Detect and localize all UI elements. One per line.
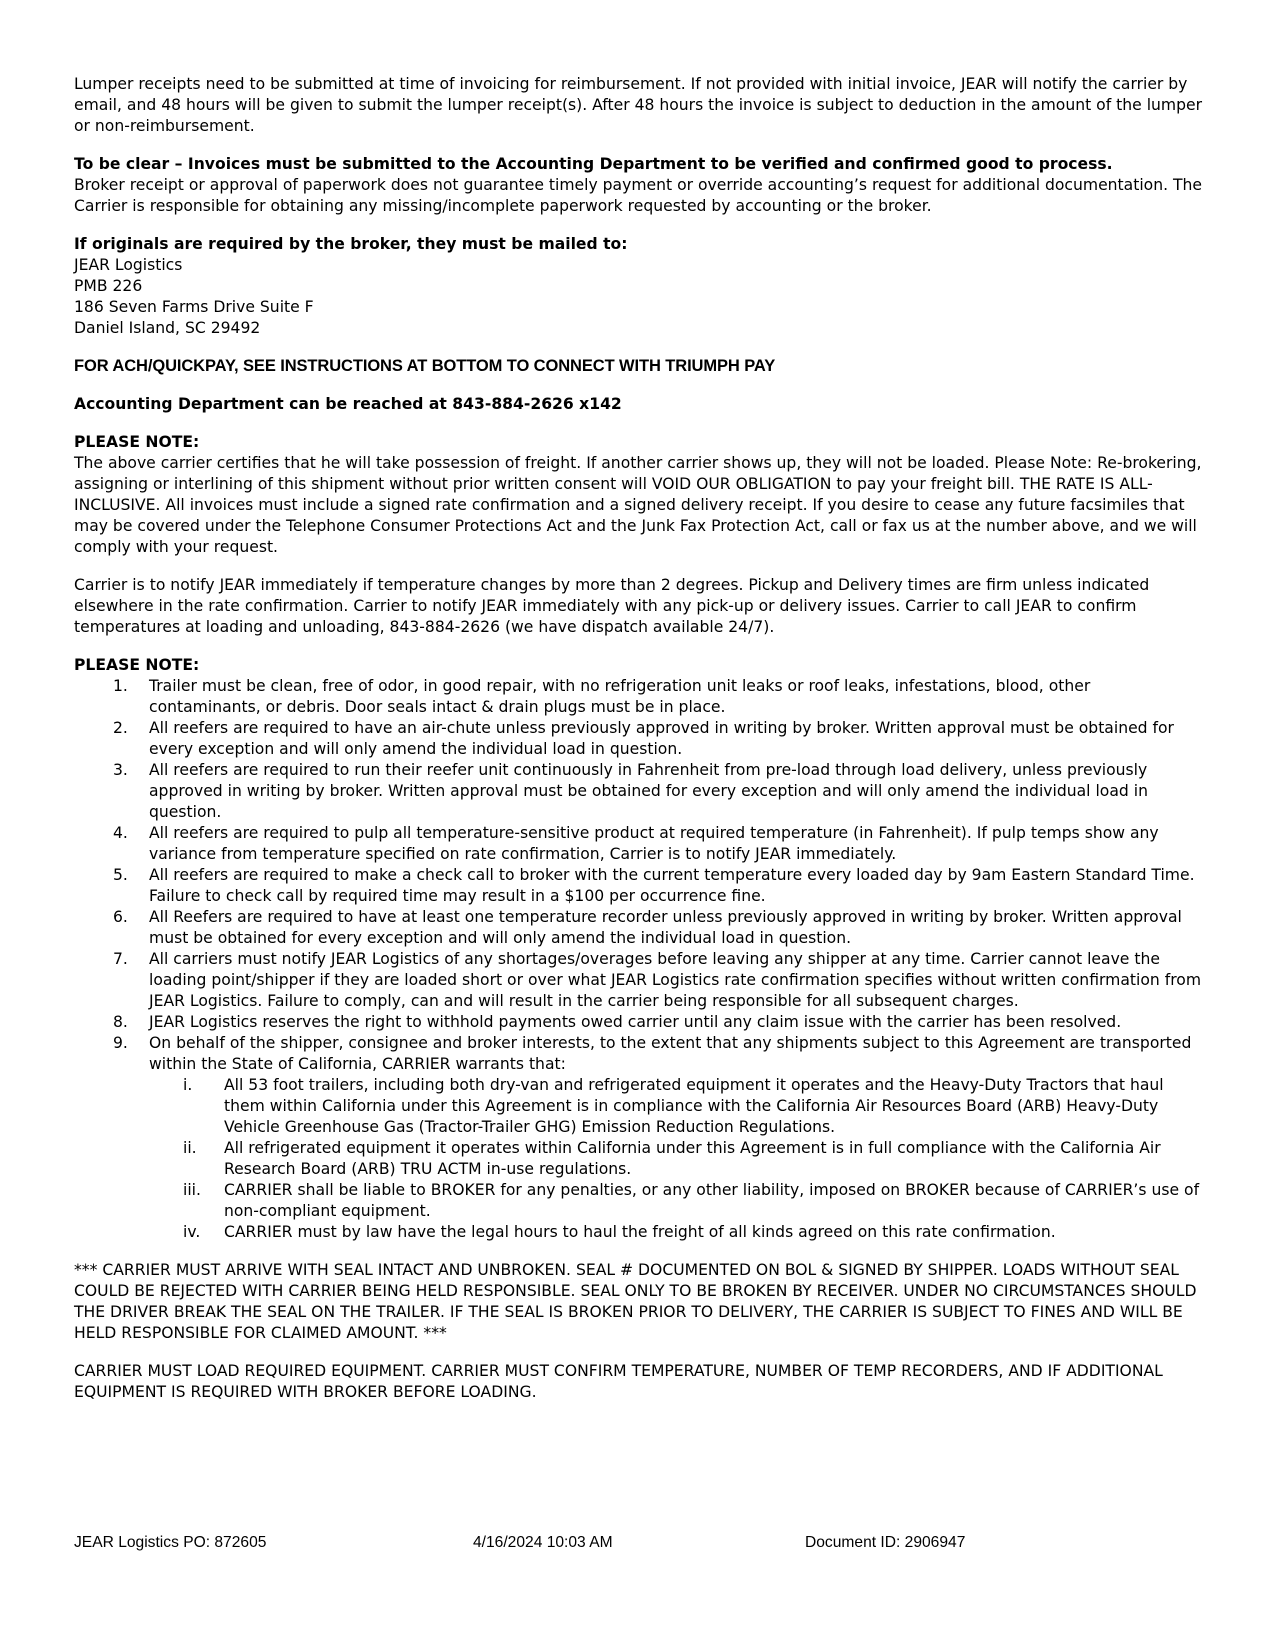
list-item [74,760,1204,823]
requirements-list [74,676,1204,1243]
footer-document-id: Document ID: 2906947 [805,1534,966,1551]
list-text: All reefers are required to run their reefer unit continuously in Fahrenheit from pre-load through load delivery, unless previously approved in writing by broker. Written approval must be obtained for every exception and will only amend the individual load in question. [149,761,1148,821]
list-text: On behalf of the shipper, consignee and broker interests, to the extent that any shipments subject to this Agreement are transported within the State of California, CARRIER warrants that: [149,1034,1192,1073]
sublist-text: CARRIER shall be liable to BROKER for any penalties, or any other liability, imposed on BROKER because of CARRIER’s use of non-compliant equipment. [224,1181,1200,1220]
sublist-text: All refrigerated equipment it operates within California under this Agreement is in full compliance with the California Air Research Board (ARB) TRU ACTM in-use regulations. [224,1139,1161,1178]
list-number: 8. [113,1013,128,1031]
list-number: 7. [113,950,128,968]
list-number: 1. [113,677,128,695]
sublist-item [149,1180,1204,1222]
sublist-number: iii. [183,1181,201,1199]
list-number: 6. [113,908,128,926]
list-text: JEAR Logistics reserves the right to withhold payments owed carrier until any claim issue with the carrier has been resolved. [149,1013,1122,1031]
ach-quickpay-heading: FOR ACH/QUICKPAY, SEE INSTRUCTIONS AT BOTTOM TO CONNECT WITH TRIUMPH PAY [74,357,776,375]
list-item [74,676,1204,718]
invoice-body: Broker receipt or approval of paperwork does not guarantee timely payment or override accounting’s request for additional documentation. The Carrier is responsible for obtaining any missing/incomplete paperwork requested by accounting or the broker. [74,176,1203,215]
address-line: PMB 226 [74,277,143,295]
document-page [74,74,1204,1420]
originals-section [74,234,1204,339]
sublist-item [149,1222,1204,1243]
page-footer [74,1532,1204,1552]
originals-heading: If originals are required by the broker, they must be mailed to: [74,235,628,253]
list-text: All carriers must notify JEAR Logistics of any shortages/overages before leaving any shipper at any time. Carrier cannot leave the loading point/shipper if they are loaded short or over what JEAR Logistics rate confirmation specifies without written confirmation from JEAR Logistics. Failure to comply, can and will result in the carrier being responsible for all subsequent charges. [149,950,1202,1010]
address-line: 186 Seven Farms Drive Suite F [74,298,314,316]
list-number: 2. [113,719,128,737]
footer-po-number: JEAR Logistics PO: 872605 [74,1534,267,1551]
list-number: 4. [113,824,128,842]
invoice-section [74,154,1204,217]
list-item [74,823,1204,865]
list-number: 9. [113,1034,128,1052]
address-line: JEAR Logistics [74,256,183,274]
sublist-item [149,1138,1204,1180]
list-number: 3. [113,761,128,779]
sublist-number: i. [183,1076,193,1094]
temperature-paragraph: Carrier is to notify JEAR immediately if temperature changes by more than 2 degrees. Pickup and Delivery times are firm unless indicated elsewhere in the rate confirmation. Carrier to notify JEAR immediately with any pick-up or delivery issues. Carrier to call JEAR to confirm temperatures at loading and unloading, 843-884-2626 (we have dispatch available 24/7). [74,576,1150,636]
invoice-heading: To be clear – Invoices must be submitted to the Accounting Department to be verified and confirmed good to process. [74,155,1113,173]
please-note-body: The above carrier certifies that he will take possession of freight. If another carrier shows up, they will not be loaded. Please Note: Re-brokering, assigning or interlining of this shipment without prior written consent will VOID OUR OBLIGATION to pay your freight bill. THE RATE IS ALL-INCLUSIVE. All invoices must include a signed rate confirmation and a signed delivery receipt. If you desire to cease any future facsimiles that may be covered under the Telephone Consumer Protections Act and the Junk Fax Protection Act, call or fax us at the number above, and we will comply with your request. [74,454,1202,556]
please-note-heading: PLEASE NOTE: [74,433,200,451]
requirements-section [74,655,1204,1243]
california-sublist [149,1075,1204,1243]
sublist-number: iv. [183,1223,201,1241]
sublist-number: ii. [183,1139,197,1157]
footer-datetime: 4/16/2024 10:03 AM [473,1534,613,1551]
list-text: All reefers are required to pulp all temperature-sensitive product at required temperature (in Fahrenheit). If pulp temps show any variance from temperature specified on rate confirmation, Carrier is to notify JEAR immediately. [149,824,1159,863]
accounting-contact: Accounting Department can be reached at 843-884-2626 x142 [74,395,622,413]
sublist-text: CARRIER must by law have the legal hours to haul the freight of all kinds agreed on this rate confirmation. [224,1223,1056,1241]
list-item [74,907,1204,949]
please-note-section [74,432,1204,558]
list-text: Trailer must be clean, free of odor, in good repair, with no refrigeration unit leaks or roof leaks, infestations, blood, other contaminants, or debris. Door seals intact & drain plugs must be in place. [149,677,1091,716]
list-item [74,1012,1204,1033]
list-text: All reefers are required to have an air-chute unless previously approved in writing by broker. Written approval must be obtained for every exception and will only amend the individual load in question. [149,719,1174,758]
list-text: All reefers are required to make a check call to broker with the current temperature every loaded day by 9am Eastern Standard Time. Failure to check call by required time may result in a $100 per occurrence fine. [149,866,1195,905]
list-text: All Reefers are required to have at least one temperature recorder unless previously approved in writing by broker. Written approval must be obtained for every exception and will only amend the individual load in question. [149,908,1182,947]
address-line: Daniel Island, SC 29492 [74,319,261,337]
sublist-item [149,1075,1204,1138]
requirements-heading: PLEASE NOTE: [74,656,200,674]
list-number: 5. [113,866,128,884]
seal-paragraph: *** CARRIER MUST ARRIVE WITH SEAL INTACT AND UNBROKEN. SEAL # DOCUMENTED ON BOL & SIGNED BY SHIPPER. LOADS WITHOUT SEAL COULD BE REJECTED WITH CARRIER BEING HELD RESPONSIBLE. SEAL ONLY TO BE BROKEN BY RECEIVER. UNDER NO CIRCUMSTANCES SHOULD THE DRIVER BREAK THE SEAL ON THE TRAILER. IF THE SEAL IS BROKEN PRIOR TO DELIVERY, THE CARRIER IS SUBJECT TO FINES AND WILL BE HELD RESPONSIBLE FOR CLAIMED AMOUNT. *** [74,1261,1197,1342]
lumper-paragraph: Lumper receipts need to be submitted at time of invoicing for reimbursement. If not provided with initial invoice, JEAR will notify the carrier by email, and 48 hours will be given to submit the lumper receipt(s). After 48 hours the invoice is subject to deduction in the amount of the lumper or non-reimbursement. [74,75,1203,135]
list-item [74,949,1204,1012]
list-item [74,1033,1204,1243]
list-item [74,718,1204,760]
sublist-text: All 53 foot trailers, including both dry-van and refrigerated equipment it operates and the Heavy-Duty Tractors that haul them within California under this Agreement is in compliance with the California Air Resources Board (ARB) Heavy-Duty Vehicle Greenhouse Gas (Tractor-Trailer GHG) Emission Reduction Regulations. [224,1076,1164,1136]
list-item [74,865,1204,907]
equipment-paragraph: CARRIER MUST LOAD REQUIRED EQUIPMENT. CARRIER MUST CONFIRM TEMPERATURE, NUMBER OF TEMP RECORDERS, AND IF ADDITIONAL EQUIPMENT IS REQUIRED WITH BROKER BEFORE LOADING. [74,1362,1163,1401]
